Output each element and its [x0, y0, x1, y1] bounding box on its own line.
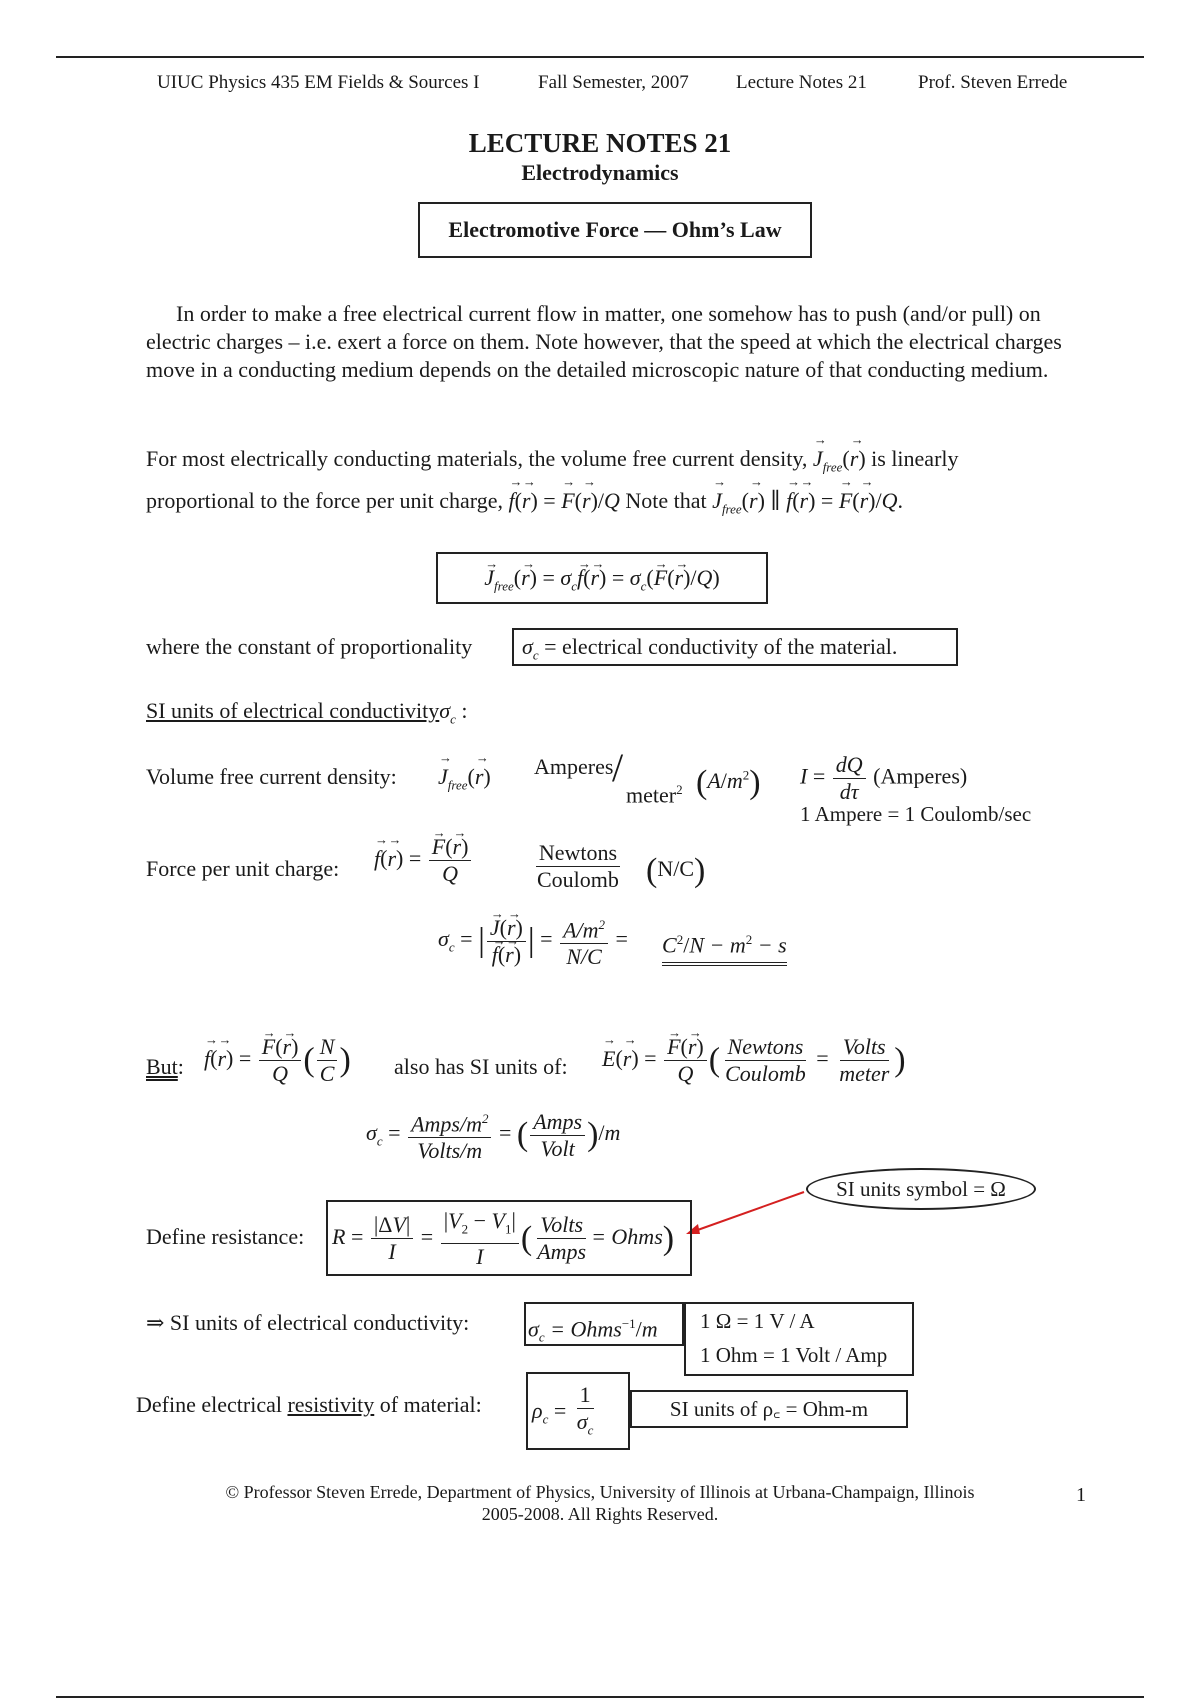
conductivity-def-text: = electrical conductivity of the material.	[544, 634, 898, 659]
resistivity-eq: $\rho_c$ = $\frac{1}{\sigma_c}$	[532, 1382, 594, 1438]
meter-italic: meter	[839, 1061, 890, 1086]
resistivity-box	[526, 1372, 630, 1450]
copyright-line1: © Professor Steven Errede, Department of Physics, University of Illinois at Urbana-Champaign, Illinois	[225, 1482, 975, 1502]
ohm-def: 1 Ohm = 1 Volt / Amp	[700, 1343, 888, 1367]
copyright-line2: 2005-2008. All Rights Reserved.	[481, 1504, 719, 1524]
bottom-rule	[56, 1696, 1144, 1698]
ampere-def: 1 Ampere = 1 Coulomb/sec	[800, 802, 1032, 826]
omega-symbol-ellipse	[806, 1168, 1036, 1210]
conductivity-units-eq: $\sigma_c$ = | → J(→ r) → f(→ r) | = $\frac{A/m^2}{N/C}$ =	[438, 912, 628, 970]
header-course: UIUC Physics 435 EM Fields & Sources I	[157, 72, 480, 93]
proportionality-label: where the constant of proportionality	[146, 634, 473, 659]
coulomb-label: Coulomb	[537, 867, 619, 892]
amperes-unit: Amperes	[534, 754, 614, 779]
page-title: LECTURE NOTES 21	[468, 128, 732, 158]
meter-unit-text: meter	[626, 782, 677, 808]
pointer-arrow	[680, 1186, 820, 1246]
page-number: 1	[1076, 1484, 1086, 1506]
ohms-law-eq: → $J_{free}(\to r) = \sigma_c\to f(\to r) = \sigma_c(\to F(\to r)/Q)$	[438, 554, 766, 610]
newtons-label: Newtons	[536, 840, 620, 867]
amperes-paren: (Amperes)	[873, 763, 968, 789]
force-label: Force per unit charge:	[146, 856, 340, 881]
but-label: But:	[146, 1054, 184, 1079]
resistivity-post: of material:	[379, 1392, 482, 1417]
coulomb-italic: Coulomb	[725, 1061, 806, 1086]
boxed-heading: Electromotive Force — Ohm’s Law	[448, 217, 782, 242]
meter-unit: meter$^2$	[626, 782, 683, 808]
resistivity-pre: Define electrical	[136, 1392, 282, 1417]
a-per-m2: $(A/m^2)$	[696, 764, 761, 801]
also-has-label: also has SI units of:	[394, 1054, 568, 1079]
header-notes: Lecture Notes 21	[736, 72, 867, 93]
conductivity-def: $\sigma_c$ = electrical conductivity of the material.	[522, 634, 898, 663]
cond-units-box	[524, 1302, 684, 1346]
cond-units-ohms: = Ohms	[550, 1316, 622, 1342]
volts-m: Volts/m	[417, 1138, 483, 1164]
amps-m2: Amps/m	[411, 1111, 482, 1137]
resistance-label: Define resistance:	[146, 1224, 305, 1249]
volts-italic: Volts	[840, 1034, 889, 1061]
ohm-def-box	[684, 1302, 914, 1376]
resistance-eq: R = $\frac{|\Delta V|}{I}$ = $\frac{|V_2 - V_1|}{I}$ ( $\frac{\text{Volts}}{\text{Amps}}$ = Ohms)	[332, 1208, 675, 1269]
parallel-eq: → $J_{free}(\to r)$ ∥ → f(→ r) = → F(→ r)/Q.	[712, 488, 903, 513]
newtons-italic: Newtons	[725, 1034, 807, 1061]
volt-italic: Volt	[540, 1135, 575, 1161]
ohms-label: = Ohms	[591, 1224, 663, 1249]
p2-line2	[146, 488, 903, 517]
force-per-charge-eq: → f(→ r) = → F(→ r)/Q	[508, 488, 619, 513]
conductivity-units-result: $C^2/N - m^2 - s$	[662, 932, 787, 966]
resistivity-units-box	[630, 1390, 908, 1428]
header-semester: Fall Semester, 2007	[538, 72, 689, 93]
current-density-label: Volume free current density:	[146, 764, 397, 789]
page-subtitle: Electrodynamics	[521, 160, 679, 185]
e-field-eq: → E(→ r) = → $\frac{F(\to r)}{Q}$ ( $\frac{\text{Newtons}}{\text{Coulomb}}$ = $\frac{\text{Volts}}{\text{meter}}$ )	[602, 1034, 906, 1087]
p2-line1-text: For most electrically conducting materials, the volume free current density,	[146, 446, 808, 471]
amps-italic: Amps	[530, 1109, 585, 1136]
slash-glyph: /	[612, 745, 624, 790]
but-text: But	[146, 1054, 178, 1079]
heading-box	[418, 202, 812, 258]
p2-line1	[146, 446, 959, 475]
arrow-line	[692, 1192, 804, 1232]
amps-label: Amps	[537, 1239, 587, 1265]
n-per-c: (N/C)	[646, 852, 706, 889]
intro-paragraph: In order to make a free electrical current flow in matter, one somehow has to push (and/or pull) on electric charges – i.e. exert a force on them. Note however, that the speed at which the electrical charges move in a conducting medium depends on the detailed microscopic nature of that conducting medium.	[146, 301, 1062, 382]
si-units-heading: SI units of electrical conductivityσ$_c$ :	[146, 698, 468, 727]
resistivity-label	[136, 1392, 482, 1418]
si-cond-label: ⇒ SI units of electrical conductivity:	[146, 1310, 470, 1335]
p2-line1-end: is linearly	[871, 446, 959, 471]
omega-def: 1 Ω = 1 V / A	[700, 1309, 815, 1333]
current-def-eq: I = $\frac{dQ}{d\tau}$ (Amperes)	[800, 752, 968, 804]
ohms-law-box	[436, 552, 768, 604]
resistivity-units: SI units of ρ꜀ = Ohm-m	[669, 1397, 869, 1421]
top-rule	[56, 56, 1144, 58]
header-author: Prof. Steven Errede	[918, 72, 1068, 93]
resistivity-word: resistivity	[287, 1392, 375, 1417]
conductivity-def-box	[512, 628, 958, 666]
volts-label: Volts	[537, 1212, 586, 1239]
p2-line2-text: proportional to the force per unit charge,	[146, 488, 503, 513]
but-force-eq: → f(→ r) = → $\frac{F(\to r)}{Q}$ ( $\frac{N}{C}$ )	[204, 1034, 351, 1087]
j-free-symbol: → $J_{free}(\to r)$	[813, 446, 866, 471]
p2-note: Note that	[625, 488, 707, 513]
force-eq: → f(→ r) = → $\frac{F(\to r)}{Q}$	[374, 834, 473, 887]
resistance-box	[326, 1200, 692, 1276]
omega-symbol-note: SI units symbol = Ω	[836, 1177, 1006, 1201]
newtons-per-coulomb	[532, 840, 624, 893]
cond-units-eq: $\sigma_c$ = Ohms$^{-1}$/m	[528, 1316, 658, 1345]
current-density-symbol: → $J_{free}(\to r)$	[438, 764, 491, 793]
si-units-heading-text: SI units of electrical conductivity	[146, 698, 440, 723]
conductivity-amps-volts-eq: $\sigma_c$ = $\frac{Amps/m^2}{\text{Volts/m}}$ = ( $\frac{\text{Amps}}{\text{Volt}}$ )/m	[366, 1106, 620, 1164]
